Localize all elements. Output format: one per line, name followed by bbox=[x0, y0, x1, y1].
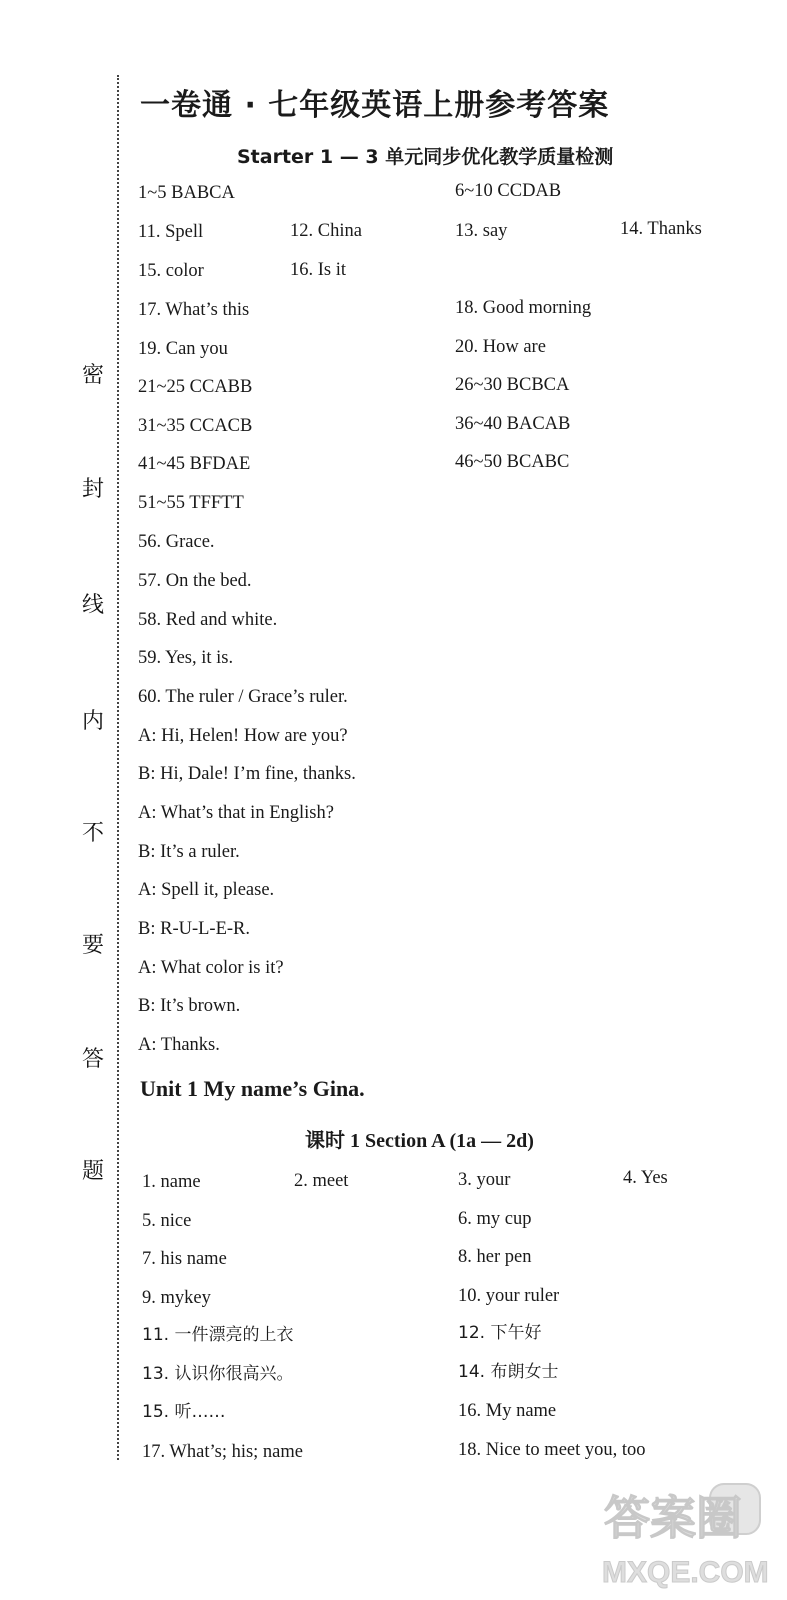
answer-item: 17. What’s; his; name bbox=[142, 1442, 303, 1462]
dialogue-line: B: It’s brown. bbox=[138, 996, 241, 1016]
answer-item: 14. Thanks bbox=[620, 219, 702, 239]
answer-item: 17. What’s this bbox=[138, 300, 250, 320]
answer-item: 26~30 BCBCA bbox=[455, 375, 570, 395]
dialogue-line: A: What’s that in English? bbox=[138, 803, 334, 823]
answer-item: 10. your ruler bbox=[458, 1286, 560, 1306]
answer-item: 16. My name bbox=[458, 1401, 557, 1421]
unit-heading: Unit 1 My name’s Gina. bbox=[140, 1076, 365, 1101]
page-title: 一卷通 · 七年级英语上册参考答案 bbox=[140, 88, 610, 123]
answer-item: 58. Red and white. bbox=[138, 610, 278, 630]
answer-item: 6~10 CCDAB bbox=[455, 181, 562, 201]
seal-char: 要 bbox=[81, 933, 104, 958]
answer-item: 2. meet bbox=[294, 1171, 349, 1191]
dialogue-line: A: Spell it, please. bbox=[138, 880, 275, 900]
answer-item: 12. 下午好 bbox=[458, 1323, 542, 1343]
watermark-text: 答案圈 bbox=[604, 1491, 742, 1545]
answer-item: 57. On the bed. bbox=[138, 571, 252, 591]
answer-item: 11. 一件漂亮的上衣 bbox=[142, 1325, 294, 1345]
answer-item: 20. How are bbox=[455, 337, 546, 357]
answer-item: 3. your bbox=[458, 1170, 511, 1190]
answer-item: 60. The ruler / Grace’s ruler. bbox=[138, 687, 348, 707]
answer-item: 15. color bbox=[138, 261, 204, 281]
watermark-text: MXQE.COM bbox=[602, 1556, 769, 1589]
answer-item: 12. China bbox=[290, 221, 362, 241]
dialogue-line: B: R-U-L-E-R. bbox=[138, 919, 251, 939]
dialogue-line: A: Hi, Helen! How are you? bbox=[138, 726, 348, 746]
seal-char: 不 bbox=[81, 821, 104, 846]
answer-item: 51~55 TFFTT bbox=[138, 493, 244, 513]
answer-item: 9. mykey bbox=[142, 1288, 211, 1308]
answer-item: 31~35 CCACB bbox=[138, 416, 253, 436]
dialogue-line: A: What color is it? bbox=[138, 958, 284, 978]
answer-item: 18. Nice to meet you, too bbox=[458, 1440, 646, 1460]
answer-item: 21~25 CCABB bbox=[138, 377, 253, 397]
answer-item: 6. my cup bbox=[458, 1209, 532, 1229]
seal-char: 答 bbox=[81, 1047, 104, 1072]
answer-item: 4. Yes bbox=[623, 1168, 668, 1188]
answer-item: 15. 听…… bbox=[142, 1402, 226, 1422]
dialogue-line: A: Thanks. bbox=[138, 1035, 220, 1055]
seal-char: 密 bbox=[81, 363, 104, 388]
seal-char: 线 bbox=[81, 593, 104, 618]
answer-item: 14. 布朗女士 bbox=[458, 1362, 559, 1382]
answer-item: 46~50 BCABC bbox=[455, 452, 570, 472]
answer-item: 56. Grace. bbox=[138, 532, 215, 552]
dialogue-line: B: Hi, Dale! I’m fine, thanks. bbox=[138, 764, 356, 784]
answer-item: 18. Good morning bbox=[455, 298, 592, 318]
answer-item: 16. Is it bbox=[290, 260, 347, 280]
seal-char: 内 bbox=[81, 709, 104, 734]
seal-char: 题 bbox=[81, 1159, 104, 1184]
binding-dotted-line bbox=[117, 75, 119, 1460]
answer-item: 13. 认识你很高兴。 bbox=[142, 1364, 294, 1384]
answer-item: 59. Yes, it is. bbox=[138, 648, 234, 668]
answer-item: 1. name bbox=[142, 1172, 201, 1192]
answer-item: 13. say bbox=[455, 221, 508, 241]
answer-item: 41~45 BFDAE bbox=[138, 454, 251, 474]
dialogue-line: B: It’s a ruler. bbox=[138, 842, 240, 862]
answer-item: 19. Can you bbox=[138, 339, 228, 359]
answer-item: 8. her pen bbox=[458, 1247, 532, 1267]
lesson-heading: 课时 1 Section A (1a — 2d) bbox=[305, 1130, 534, 1152]
answer-item: 1~5 BABCA bbox=[138, 183, 235, 203]
answer-item: 36~40 BACAB bbox=[455, 414, 571, 434]
seal-char: 封 bbox=[81, 477, 104, 502]
watermark-logo bbox=[598, 1478, 770, 1590]
section-heading: Starter 1 — 3 单元同步优化教学质量检测 bbox=[237, 146, 614, 168]
answer-item: 7. his name bbox=[142, 1249, 227, 1269]
answer-item: 5. nice bbox=[142, 1211, 192, 1231]
answer-item: 11. Spell bbox=[138, 222, 204, 242]
